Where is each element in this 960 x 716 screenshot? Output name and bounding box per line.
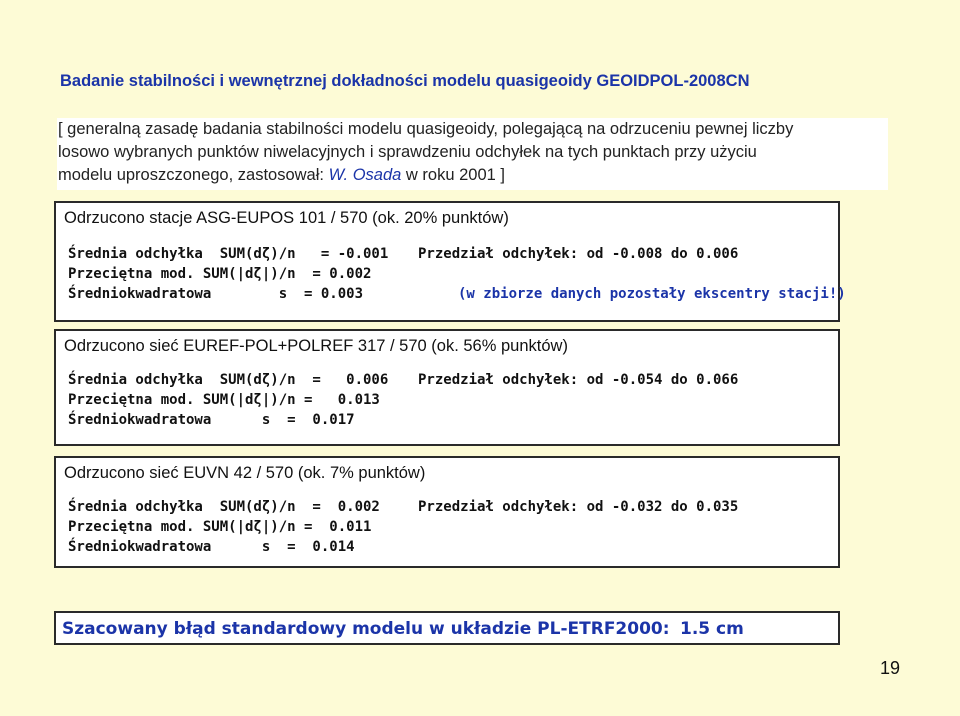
mean-absolute-deviation: Przeciętna mod. SUM(|dζ|)/n = 0.013	[68, 392, 380, 408]
conclusion-label: Szacowany błąd standardowy modelu w układzie PL-ETRF2000:	[62, 619, 670, 639]
mean-deviation: Średnia odchyłka SUM(dζ)/n = 0.002	[68, 499, 380, 515]
section-asg-eupos	[54, 201, 846, 322]
page-number: 19	[880, 658, 901, 678]
mean-deviation: Średnia odchyłka SUM(dζ)/n = 0.006	[68, 372, 389, 388]
intro-paragraph	[57, 118, 888, 190]
intro-line-3	[58, 164, 888, 187]
intro-line-3-start: modelu uproszczonego, zastosował:	[58, 166, 329, 184]
mean-absolute-deviation: Przeciętna mod. SUM(|dζ|)/n = 0.011	[68, 519, 372, 535]
rms-deviation: Średniokwadratowa s = 0.014	[68, 539, 355, 555]
section-euref-pol	[54, 329, 840, 446]
mean-absolute-deviation: Przeciętna mod. SUM(|dζ|)/n = 0.002	[68, 266, 372, 282]
section-heading: Odrzucono sieć EUREF-POL+POLREF 317 / 570 (ok. 56% punktów)	[64, 337, 568, 355]
deviation-range: Przedział odchyłek: od -0.032 do 0.035	[418, 499, 739, 515]
conclusion-box	[54, 611, 840, 645]
intro-line-2: losowo wybranych punktów niwelacyjnych i sprawdzeniu odchyłek na tych punktach przy użyciu	[58, 143, 757, 161]
section-euvn	[54, 456, 840, 568]
slide-title: Badanie stabilności i wewnętrznej dokładności modelu quasigeoidy GEOIDPOL-2008CN	[60, 72, 750, 90]
author-name: W. Osada	[328, 166, 402, 184]
intro-line-3-end: w roku 2001 ]	[401, 166, 505, 184]
mean-deviation: Średnia odchyłka SUM(dζ)/n = -0.001	[68, 246, 389, 262]
section-heading: Odrzucono sieć EUVN 42 / 570 (ok. 7% punktów)	[64, 464, 426, 482]
deviation-range: Przedział odchyłek: od -0.008 do 0.006	[418, 246, 739, 262]
section-heading: Odrzucono stacje ASG-EUPOS 101 / 570 (ok. 20% punktów)	[64, 209, 509, 227]
intro-line-1: [ generalną zasadę badania stabilności modelu quasigeoidy, polegającą na odrzuceniu pewnej liczby	[58, 120, 794, 138]
section-note: (w zbiorze danych pozostały ekscentry stacji!)	[458, 286, 846, 302]
conclusion-value: 1.5 cm	[680, 619, 744, 639]
deviation-range: Przedział odchyłek: od -0.054 do 0.066	[418, 372, 739, 388]
rms-deviation: Średniokwadratowa s = 0.003	[68, 286, 364, 302]
rms-deviation: Średniokwadratowa s = 0.017	[68, 412, 355, 428]
